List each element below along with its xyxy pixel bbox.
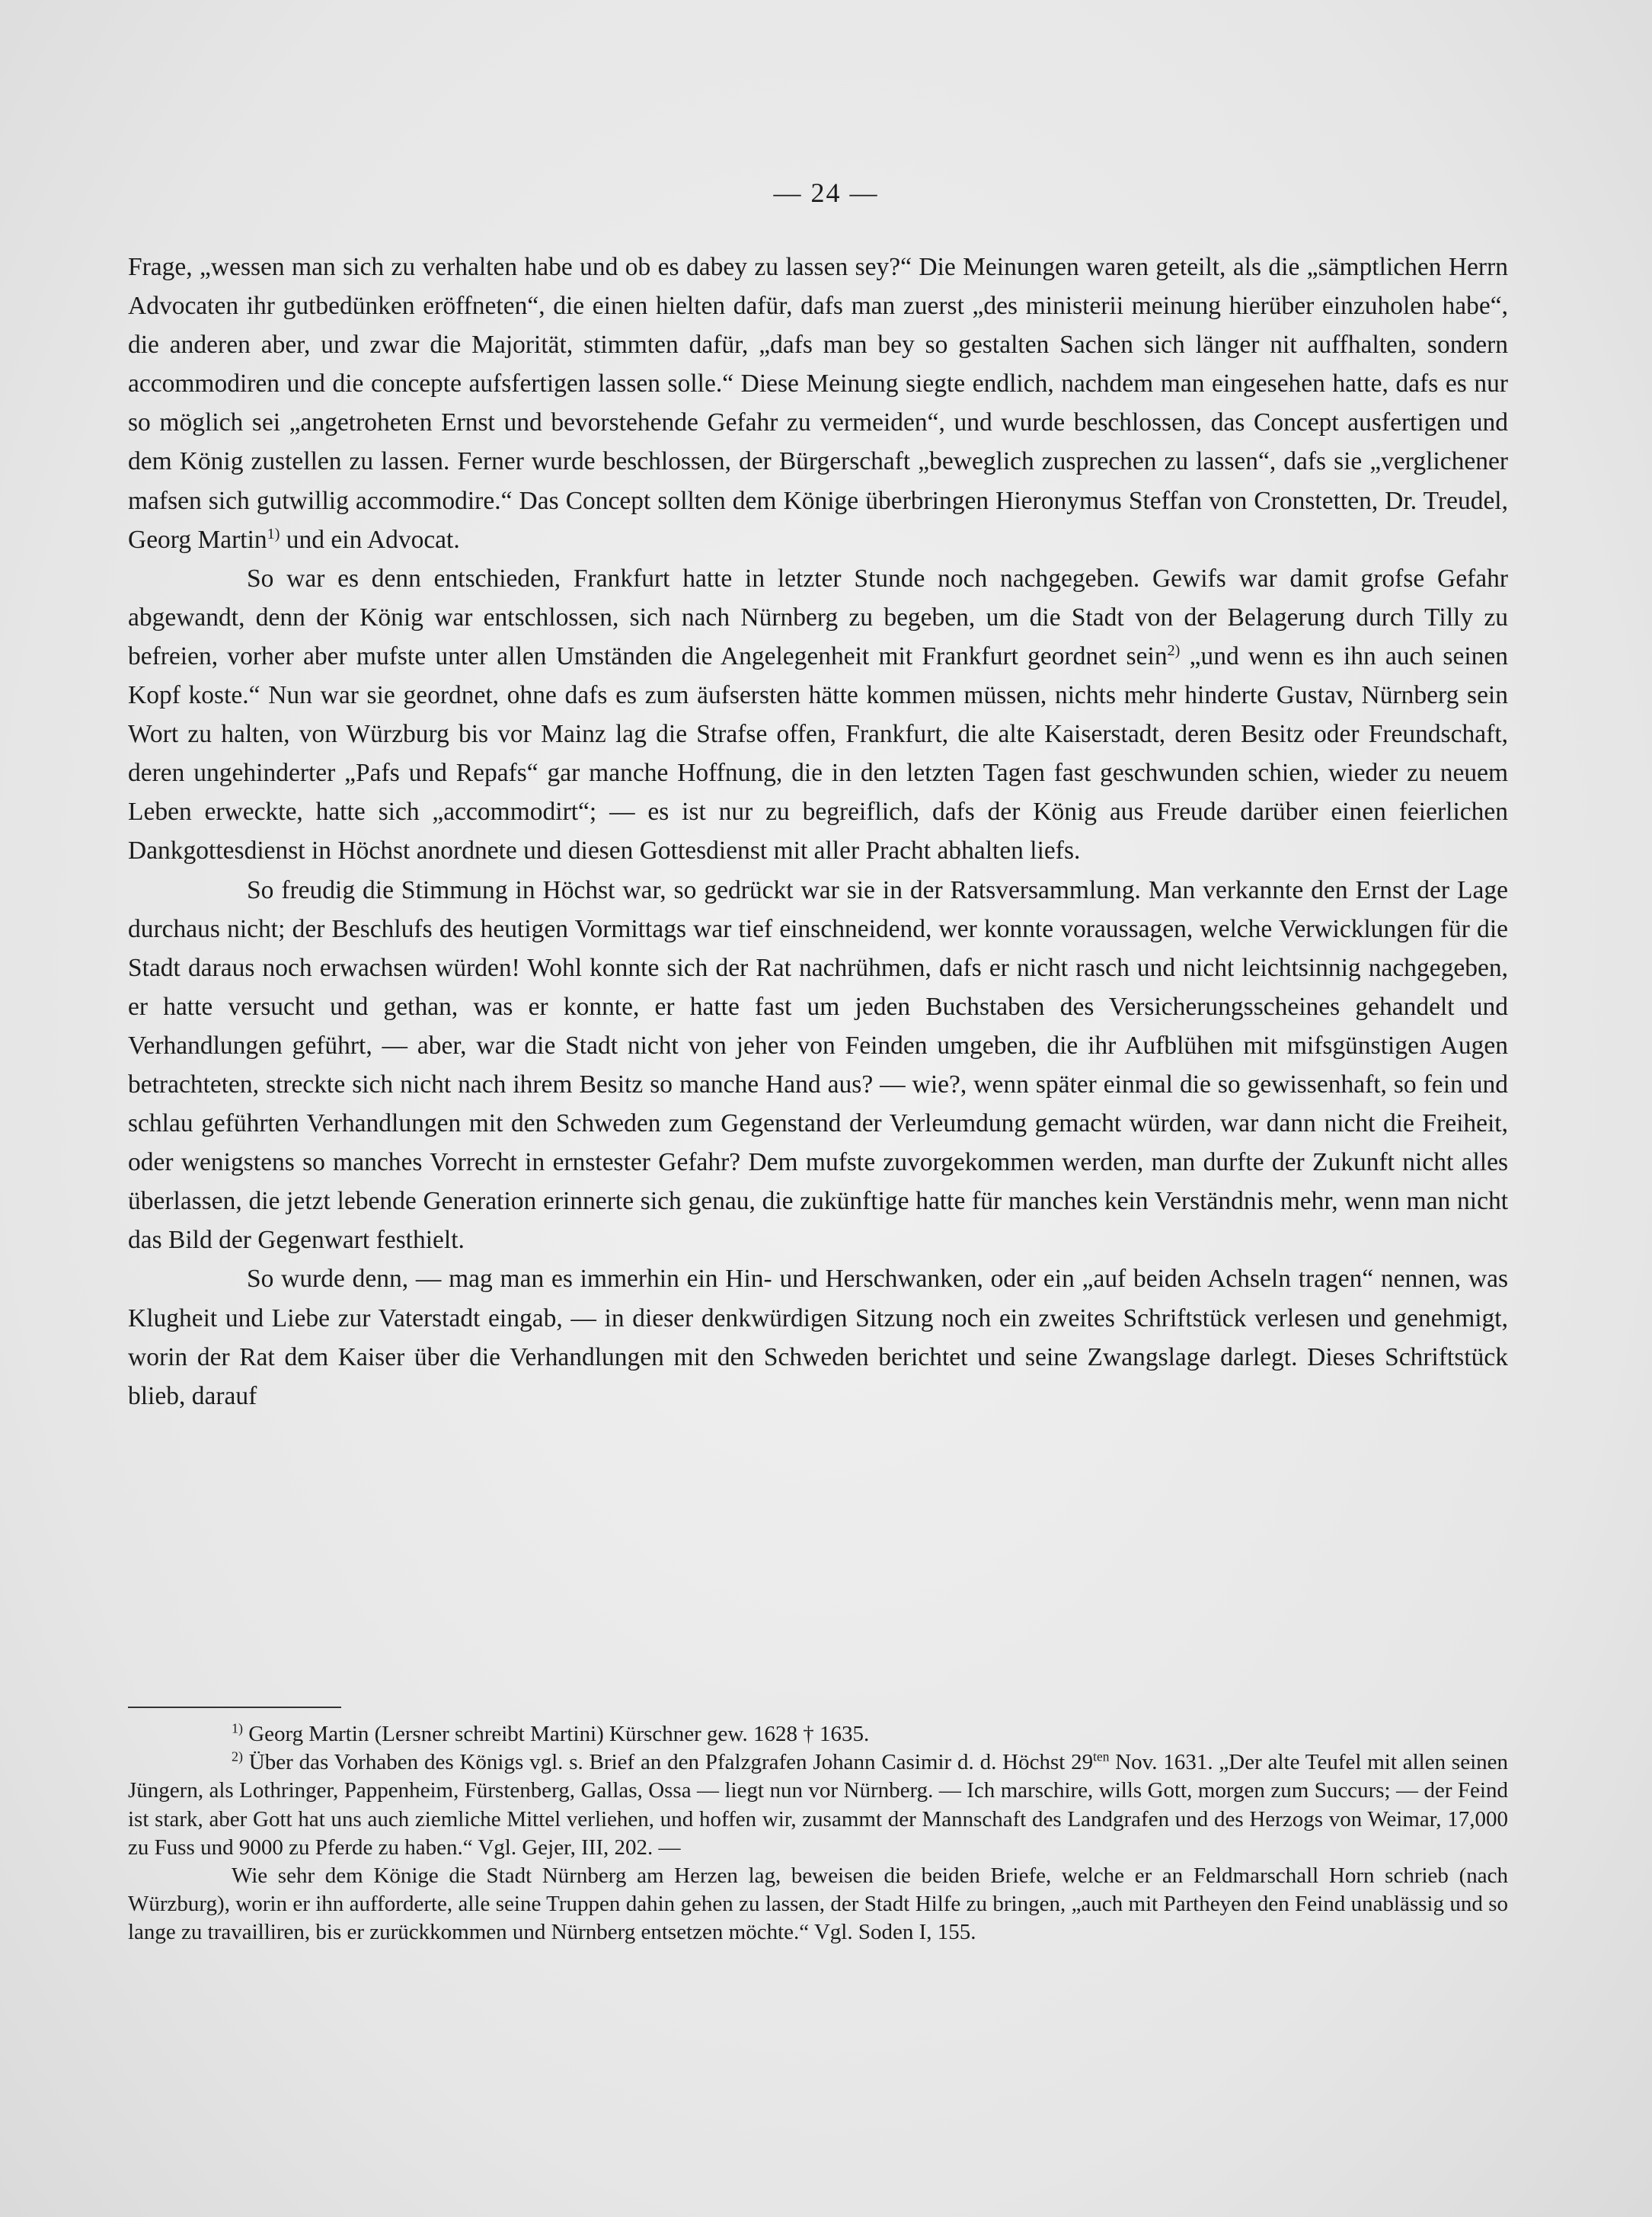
footnote-2-continuation (128, 1862, 1508, 1947)
text-run: Frage, „wessen man sich zu verhalten habe und ob es dabey zu lassen sey?“ Die Meinungen waren geteilt, als die „sämptlichen Herrn Advocaten ihr gutbedünken eröffneten“, die einen hielten dafür, dafs man zuerst „des ministerii meinung hierüber einzuholen habe“, die anderen aber, und zwar die Majorität, stimmten dafür, „dafs man bey so gestalten Sachen sich länger nit auffhalten, sondern accommodiren und die concepte aufsfertigen lassen solle.“ Diese Meinung siegte endlich, nachdem man eingesehen hatte, dafs es nur so möglich sei „angetroheten Ernst und bevorstehende Gefahr zu vermeiden“, und wurde beschlossen, das Concept ausfertigen und dem König zustellen zu lassen. Ferner wurde beschlossen, der Bürgerschaft „beweglich zusprechen zu lassen“, dafs sie „verglichener mafsen sich gutwillig accommodire.“ Das Concept sollten dem Könige überbringen Hieronymus Steffan von Cronstetten, Dr. Treudel, Georg Martin (128, 253, 1508, 554)
footnote-reference: 1) (267, 525, 280, 542)
paragraph-1 (128, 248, 1508, 559)
paragraph-2 (128, 559, 1508, 871)
main-text (128, 248, 1508, 1416)
text-run: Über das Vorhaben des Königs vgl. s. Brief an den Pfalzgrafen Johann Casimir d. d. Höchst 29 (242, 1750, 1094, 1775)
page-number: — 24 — (773, 178, 879, 208)
footnote-separator (128, 1707, 341, 1708)
footnotes (128, 1720, 1508, 1947)
footnote-2 (128, 1748, 1508, 1862)
footnote-1 (128, 1720, 1508, 1748)
text-run: „und wenn es ihn auch seinen Kopf koste.“ Nun war sie geordnet, ohne dafs es zum äufsersten hätte kommen müssen, nichts mehr hinderte Gustav, Nürnberg sein Wort zu halten, von Würzburg bis vor Mainz lag die Strafse offen, Frankfurt, die alte Kaiserstadt, deren Besitz oder Freundschaft, deren ungehinderter „Pafs und Repafs“ gar manche Hoffnung, die in den letzten Tagen fast geschwunden schien, wieder zu neuem Leben erweckte, hatte sich „accommodirt“; — es ist nur zu begreiflich, dafs der König aus Freude darüber einen feierlichen Dankgottesdienst in Höchst anordnete und diesen Gottesdienst mit aller Pracht abhalten liefs. (128, 641, 1508, 865)
text-run: So freudig die Stimmung in Höchst war, so gedrückt war sie in der Ratsversammlung. Man verkannte den Ernst der Lage durchaus nicht; der Beschlufs des heutigen Vormittags war tief einschneidend, wer konnte voraussagen, welche Verwicklungen für die Stadt daraus noch erwachsen würden! Wohl konnte sich der Rat nachrühmen, dafs er nicht rasch und nicht leichtsinnig nachgegeben, er hatte versucht und gethan, was er konnte, er hatte fast um jeden Buchstaben des Versicherungsscheines gehandelt und Verhandlungen geführt, — aber, war die Stadt nicht von jeher von Feinden umgeben, die ihr Aufblühen mit mifsgünstigen Augen betrachteten, streckte sich nicht nach ihrem Besitz so manche Hand aus? — wie?, wenn später einmal die so gewissenhaft, so fein und schlau geführten Verhandlungen mit den Schweden zum Gegenstand der Verleumdung gemacht würden, war dann nicht die Freiheit, oder wenigstens so manches Vorrecht in ernstester Gefahr? Dem mufste zuvorgekommen werden, man durfte der Zukunft nicht alles überlassen, die jetzt lebende Generation erinnerte sich genau, die zukünftige hatte für manches kein Verständnis mehr, wenn man nicht das Bild der Gegenwart festhielt. (128, 875, 1508, 1255)
text-run: Wie sehr dem Könige die Stadt Nürnberg am Herzen lag, beweisen die beiden Briefe, welche er an Feldmarschall Horn schrieb (nach Würzburg), worin er ihn aufforderte, alle seine Truppen dahin gehen zu lassen, der Stadt Hilfe zu bringen, „auch mit Partheyen den Feind unablässig und so lange zu travailliren, bis er zurückkommen und Nürnberg entsetzen möchte.“ Vgl. Soden I, 155. (128, 1863, 1508, 1945)
footnote-marker: 2) (232, 1748, 243, 1764)
paragraph-3 (128, 871, 1508, 1260)
text-run: Nov. 1631. „Der alte Teufel mit allen seinen Jüngern, als Lothringer, Pappenheim, Fürstenberg, Gallas, Ossa — liegt nun vor Nürnberg. — Ich marschire, wills Gott, morgen zum Succurs; — der Feind ist stark, aber Gott hat uns auch ziemliche Mittel verliehen, und hoffen wir, zusammt der Mannschaft des Landgrafen und des Herzogs von Weimar, 17,000 zu Fuss und 9000 zu Pferde zu haben.“ Vgl. Gejer, III, 202. — (128, 1750, 1508, 1860)
text-run: So wurde denn, — mag man es immerhin ein Hin- und Herschwanken, oder ein „auf beiden Achseln tragen“ nennen, was Klugheit und Liebe zur Vaterstadt eingab, — in dieser denkwürdigen Sitzung noch ein zweites Schriftstück verlesen und genehmigt, worin der Rat dem Kaiser über die Verhandlungen mit den Schweden berichtet und seine Zwangslage darlegt. Dieses Schriftstück blieb, darauf (128, 1265, 1508, 1410)
footnote-marker: 1) (232, 1720, 243, 1736)
paragraph-4 (128, 1259, 1508, 1415)
text-run: und ein Advocat. (280, 525, 460, 554)
ordinal-suffix: ten (1093, 1748, 1110, 1764)
text-run: Georg Martin (Lersner schreibt Martini) Kürschner gew. 1628 † 1635. (242, 1722, 870, 1746)
footnote-reference: 2) (1167, 641, 1181, 659)
text-run: So war es denn entschieden, Frankfurt hatte in letzter Stunde noch nachgegeben. Gewifs war damit grofse Gefahr abgewandt, denn der König war entschlossen, sich nach Nürnberg zu begeben, um die Stadt von der Belagerung durch Tilly zu befreien, vorher aber mufste unter allen Umständen die Angelegenheit mit Frankfurt geordnet sein (128, 564, 1508, 670)
